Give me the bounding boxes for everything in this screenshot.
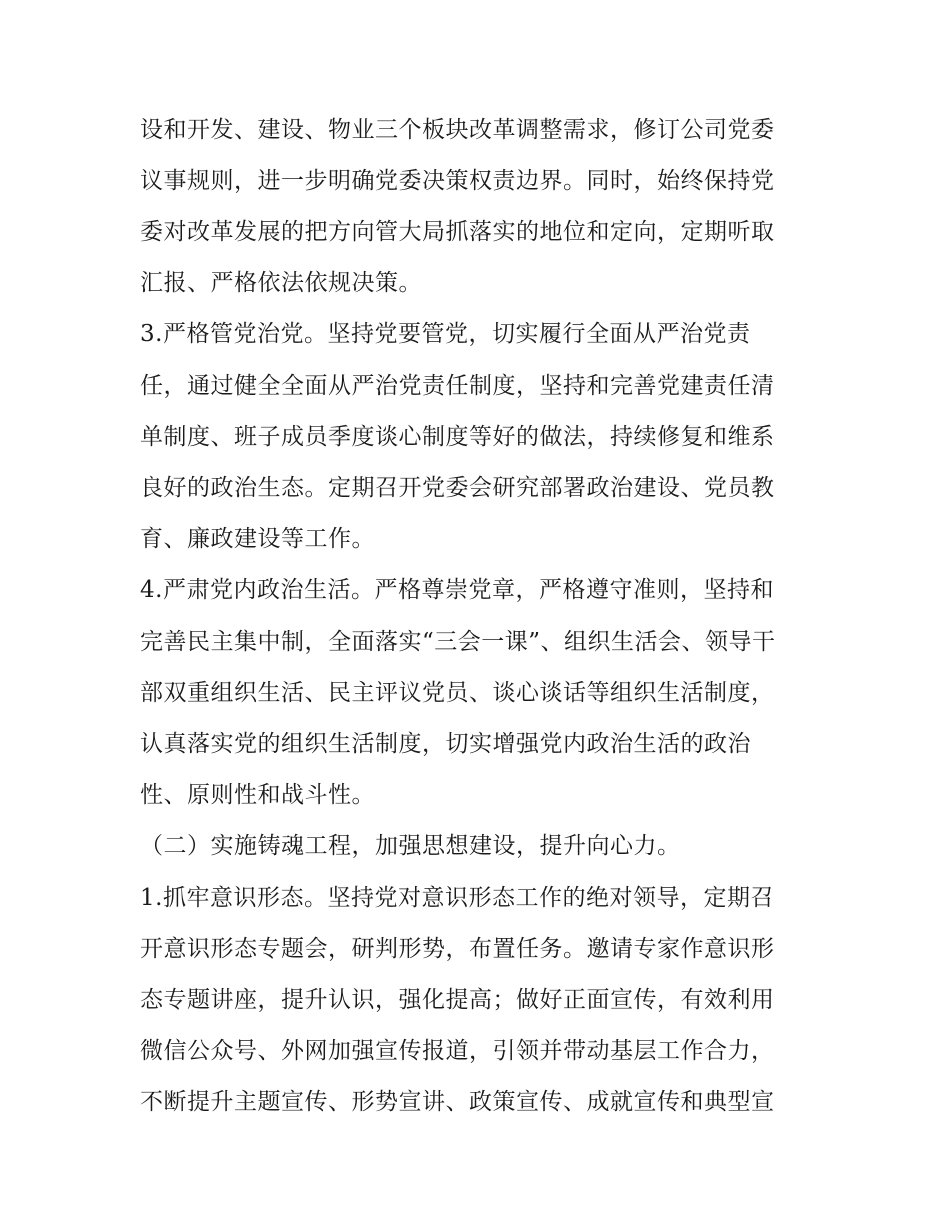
- paragraph-line-8: 良好的政治生态。定期召开党委会研究部署政治建设、党员教: [140, 475, 775, 501]
- paragraph-line-11: 完善民主集中制，全面落实“三会一课”、组织生活会、领导干: [140, 629, 776, 655]
- paragraph-line-12: 部双重组织生活、民主评议党员、谈心谈话等组织生活制度，: [140, 680, 775, 706]
- paragraph-line-6: 任，通过健全全面从严治党责任制度，坚持和完善党建责任清: [140, 373, 775, 399]
- paragraph-line-10: 4.严肃党内政治生活。严格尊崇党章，严格遵守准则，坚持和: [140, 577, 774, 603]
- paragraph-line-19: 微信公众号、外网加强宣传报道，引领并带动基层工作合力，: [140, 1038, 775, 1064]
- paragraph-line-13: 认真落实党的组织生活制度，切实增强党内政治生活的政治: [140, 731, 751, 757]
- paragraph-line-17: 开意识形态专题会，研判形势，布置任务。邀请专家作意识形: [140, 936, 775, 962]
- paragraph-line-1: 设和开发、建设、物业三个板块改革调整需求，修订公司党委: [140, 117, 775, 143]
- paragraph-line-18: 态专题讲座，提升认识，强化提高；做好正面宣传，有效利用: [140, 987, 775, 1013]
- paragraph-line-4: 汇报、严格依法依规决策。: [140, 270, 422, 296]
- paragraph-line-5: 3.严格管党治党。坚持党要管党，切实履行全面从严治党责: [140, 321, 751, 347]
- section-heading: （二）实施铸魂工程，加强思想建设，提升向心力。: [140, 833, 681, 859]
- paragraph-line-16: 1.抓牢意识形态。坚持党对意识形态工作的绝对领导，定期召: [140, 885, 774, 911]
- paragraph-line-20: 不断提升主题宣传、形势宣讲、政策宣传、成就宣传和典型宣: [140, 1089, 775, 1115]
- paragraph-line-2: 议事规则，进一步明确党委决策权责边界。同时，始终保持党: [140, 168, 775, 194]
- paragraph-line-3: 委对改革发展的把方向管大局抓落实的地位和定向，定期听取: [140, 219, 775, 245]
- paragraph-line-9: 育、廉政建设等工作。: [140, 526, 375, 552]
- paragraph-line-14: 性、原则性和战斗性。: [140, 782, 375, 808]
- paragraph-line-7: 单制度、班子成员季度谈心制度等好的做法，持续修复和维系: [140, 424, 775, 450]
